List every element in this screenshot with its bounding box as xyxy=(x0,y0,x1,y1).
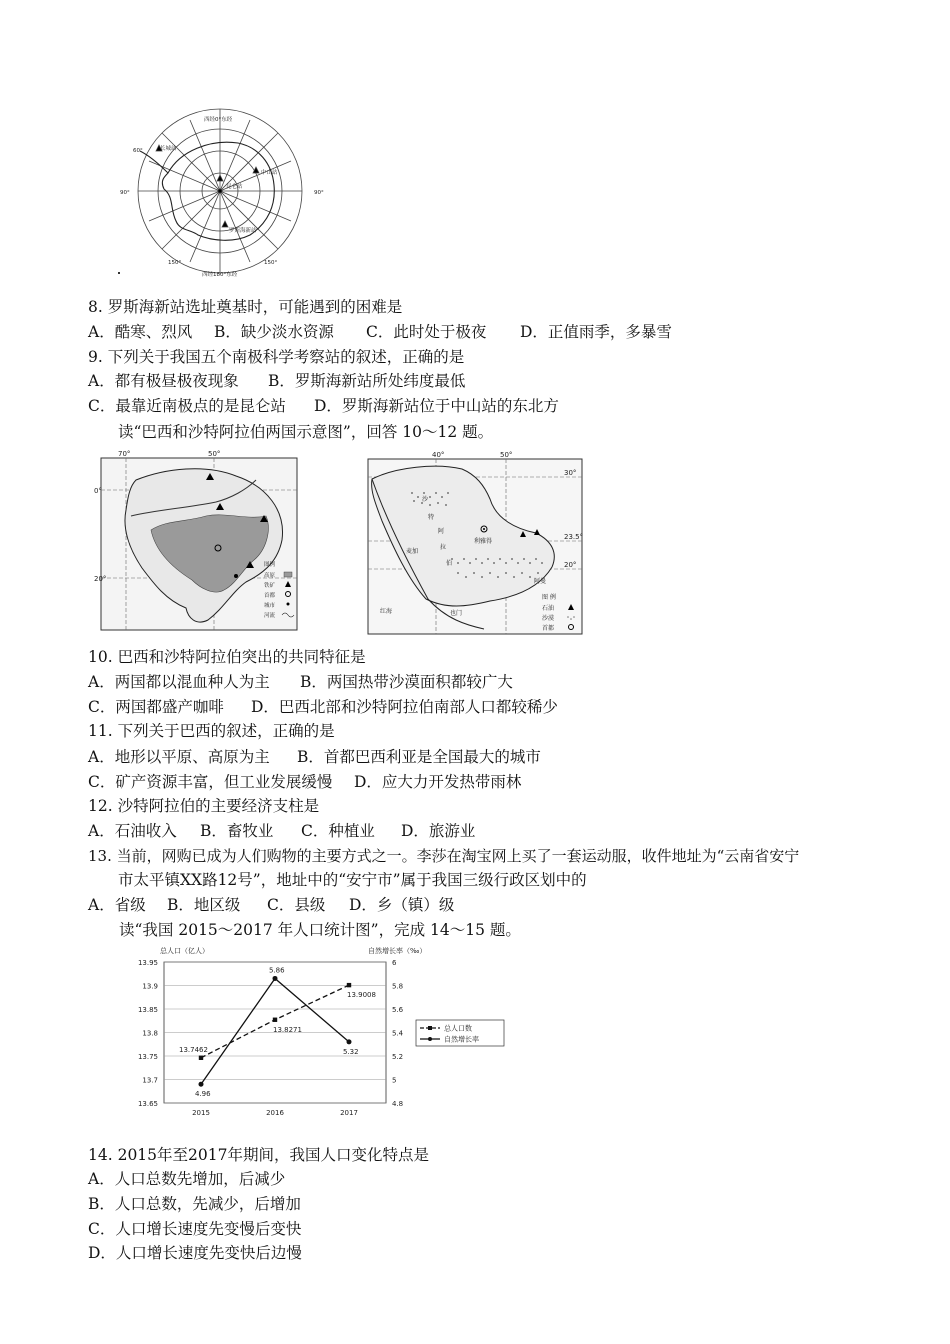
station-label: 罗斯海新站 xyxy=(229,228,257,234)
option-d: D．人口增长速度先变快后边慢 xyxy=(88,1244,302,1262)
station-label: 昆仑站 xyxy=(226,184,243,190)
legend-label: 自然增长率 xyxy=(444,1035,479,1044)
station-marker xyxy=(217,175,223,181)
legend-item: 河流 xyxy=(264,613,276,619)
lon-label: 50° xyxy=(500,451,513,459)
option-a: A．酷寒、烈风 xyxy=(88,323,193,341)
right-axis-label: 自然增长率（‰） xyxy=(368,947,427,955)
right-tick-label: 5 xyxy=(392,1076,397,1085)
place-label: 红海 xyxy=(380,608,393,615)
question-11-options-row1 xyxy=(88,747,541,767)
option-b: B．罗斯海新站所处纬度最低 xyxy=(268,372,466,390)
data-label: 5.32 xyxy=(343,1047,359,1056)
question-12-options xyxy=(88,821,475,841)
data-label: 4.96 xyxy=(195,1090,211,1099)
option-b: B．首都巴西利亚是全国最大的城市 xyxy=(297,748,541,766)
right-tick-label: 5.6 xyxy=(392,1006,404,1014)
place-label: 拉 xyxy=(440,544,447,551)
place-label: 利雅得 xyxy=(474,538,493,545)
question-12-stem: 12. 沙特阿拉伯的主要经济支柱是 xyxy=(88,797,320,815)
question-13-stem-line1: 13. 当前，网购已成为人们购物的主要方式之一。李莎在淘宝网上买了一套运动服，收件地址为“云南省安宁 xyxy=(88,847,800,865)
question-10-options-row2 xyxy=(88,697,558,717)
place-label: 麦加 xyxy=(406,548,419,555)
data-label: 13.8271 xyxy=(273,1025,302,1034)
right-tick-label: 6 xyxy=(392,959,397,967)
option-a: A．人口总数先增加，后减少 xyxy=(88,1170,286,1188)
question-8-options xyxy=(88,322,672,342)
lon-label: 50° xyxy=(208,450,221,458)
data-point xyxy=(273,976,278,981)
left-tick-label: 13.65 xyxy=(137,1100,158,1108)
lat-label: 30° xyxy=(564,469,577,477)
x-tick-label: 2017 xyxy=(340,1109,358,1117)
legend-marker xyxy=(428,1026,432,1030)
option-a: A．地形以平原、高原为主 xyxy=(88,748,270,766)
option-a: A．两国都以混血种人为主 xyxy=(88,673,270,691)
option-d: D．巴西北部和沙特阿拉伯南部人口都较稀少 xyxy=(251,698,558,716)
left-tick-label: 13.9 xyxy=(142,982,158,991)
left-tick-label: 13.95 xyxy=(137,959,158,967)
station-marker xyxy=(222,221,228,227)
right-tick-label: 5.2 xyxy=(392,1053,404,1061)
option-c: C．最靠近南极点的是昆仑站 xyxy=(88,397,286,415)
data-point xyxy=(347,1039,352,1044)
option-b: B．地区级 xyxy=(167,896,241,914)
option-d: D．正值雨季，多暴雪 xyxy=(520,323,672,341)
question-10-stem: 10. 巴西和沙特阿拉伯突出的共同特征是 xyxy=(88,648,366,666)
legend-label: 总人口数 xyxy=(444,1024,472,1033)
lat-label: 20° xyxy=(94,575,107,583)
legend-item: 石油 xyxy=(542,605,555,612)
legend-item: 沙漠 xyxy=(542,615,555,622)
place-label: 阿 xyxy=(438,528,445,535)
right-tick-label: 4.8 xyxy=(392,1100,404,1108)
question-11-options-row2 xyxy=(88,772,521,792)
data-point xyxy=(273,1018,277,1022)
place-label: 沙 xyxy=(422,496,429,503)
question-13-stem-line2: 市太平镇XX路12号”，地址中的“安宁市”属于我国三级行政区划中的 xyxy=(118,871,587,889)
option-c: C．两国都盛产咖啡 xyxy=(88,698,224,716)
data-point xyxy=(347,983,351,987)
option-a: A．石油收入 xyxy=(88,822,177,840)
question-13-options xyxy=(88,895,454,915)
lon-label: 90° xyxy=(314,190,324,196)
right-tick-label: 5.4 xyxy=(392,1029,404,1038)
data-label: 5.86 xyxy=(269,966,285,975)
question-8-stem: 8. 罗斯海新站选址奠基时，可能遇到的困难是 xyxy=(88,298,403,316)
lat-label: 20° xyxy=(564,561,577,569)
lon-label: 70° xyxy=(118,450,131,458)
lat-label: 0° xyxy=(94,487,102,495)
option-d: D．应大力开发热带雨林 xyxy=(354,773,522,791)
option-a: A．都有极昼极夜现象 xyxy=(88,372,239,390)
option-c: C．县级 xyxy=(267,896,326,914)
option-b: B．缺少淡水资源 xyxy=(214,323,334,341)
option-d: D．罗斯海新站位于中山站的东北方 xyxy=(314,397,559,415)
saudi-map xyxy=(366,449,586,637)
option-c: C．矿产资源丰富，但工业发展缓慢 xyxy=(88,773,333,791)
question-9-options-row1 xyxy=(88,371,465,391)
option-d: D．旅游业 xyxy=(401,822,476,840)
option-b: B．人口总数，先减少，后增加 xyxy=(88,1195,301,1213)
question-9-options-row2 xyxy=(88,396,559,416)
question-14-stem: 14. 2015年至2017年期间，我国人口变化特点是 xyxy=(88,1146,429,1164)
lon-label: 150° xyxy=(264,260,278,266)
left-tick-label: 13.7 xyxy=(142,1076,158,1085)
brazil-map-figure xyxy=(96,450,301,635)
option-b: B．两国热带沙漠面积都较广大 xyxy=(300,673,513,691)
intro-14-15: 读“我国 2015～2017 年人口统计图”，完成 14～15 题。 xyxy=(119,921,521,939)
left-axis-label: 总人口（亿人） xyxy=(160,947,209,955)
x-tick-label: 2015 xyxy=(192,1109,210,1117)
lat-label: 23.5° xyxy=(564,533,584,541)
legend-item: 城市 xyxy=(264,603,276,609)
left-tick-label: 13.75 xyxy=(137,1053,158,1061)
data-label: 13.7462 xyxy=(179,1045,208,1054)
lon-label: 90° xyxy=(120,190,130,196)
data-label: 13.9008 xyxy=(347,991,376,1000)
legend-item: 高原 xyxy=(264,573,276,579)
right-tick-label: 5.8 xyxy=(392,982,404,991)
place-label: 阿曼 xyxy=(534,578,547,585)
question-9-stem: 9. 下列关于我国五个南极科学考察站的叙述，正确的是 xyxy=(88,348,465,366)
option-c: C．此时处于极夜 xyxy=(366,323,487,341)
option-d: D．乡（镇）级 xyxy=(349,896,455,914)
station-label: 长城站 xyxy=(160,146,177,152)
question-10-options-row1 xyxy=(88,672,513,692)
place-label: 伯 xyxy=(446,560,453,567)
place-label: 也门 xyxy=(450,610,463,617)
legend-item: 首都 xyxy=(264,593,276,599)
antarctic-map-figure xyxy=(118,116,328,278)
lon-label: 40° xyxy=(432,451,445,459)
question-11-stem: 11. 下列关于巴西的叙述，正确的是 xyxy=(88,722,335,740)
option-c: C．人口增长速度先变慢后变快 xyxy=(88,1220,302,1238)
legend-title: 图例 xyxy=(264,562,276,568)
option-c: C．种植业 xyxy=(301,822,375,840)
map-top-label: 西经0°东经 xyxy=(204,117,233,123)
population-chart-svg xyxy=(118,946,508,1126)
legend-item: 首都 xyxy=(542,625,555,632)
map-bottom-label: 西经180°东经 xyxy=(202,272,238,278)
legend-marker xyxy=(428,1037,432,1041)
place-label: 特 xyxy=(428,514,435,521)
stray-dot xyxy=(118,272,120,274)
station-label: 中山站 xyxy=(261,170,278,176)
x-tick-label: 2016 xyxy=(266,1109,284,1117)
legend-item: 铁矿 xyxy=(264,583,276,589)
brazil-map xyxy=(96,450,301,635)
antarctic-map xyxy=(118,116,328,278)
option-a: A．省级 xyxy=(88,896,146,914)
data-point xyxy=(199,1082,204,1087)
city-marker xyxy=(234,574,238,578)
lon-label: 150° xyxy=(168,260,182,266)
lon-label: 60° xyxy=(133,148,143,154)
left-tick-label: 13.85 xyxy=(137,1006,158,1014)
population-chart xyxy=(118,946,508,1126)
intro-10-12: 读“巴西和沙特阿拉伯两国示意图”，回答 10～12 题。 xyxy=(118,423,494,441)
option-b: B．畜牧业 xyxy=(200,822,274,840)
legend-title: 图 例 xyxy=(542,594,556,601)
left-tick-label: 13.8 xyxy=(142,1029,158,1038)
saudi-map-figure xyxy=(366,449,586,637)
data-point xyxy=(199,1056,203,1060)
